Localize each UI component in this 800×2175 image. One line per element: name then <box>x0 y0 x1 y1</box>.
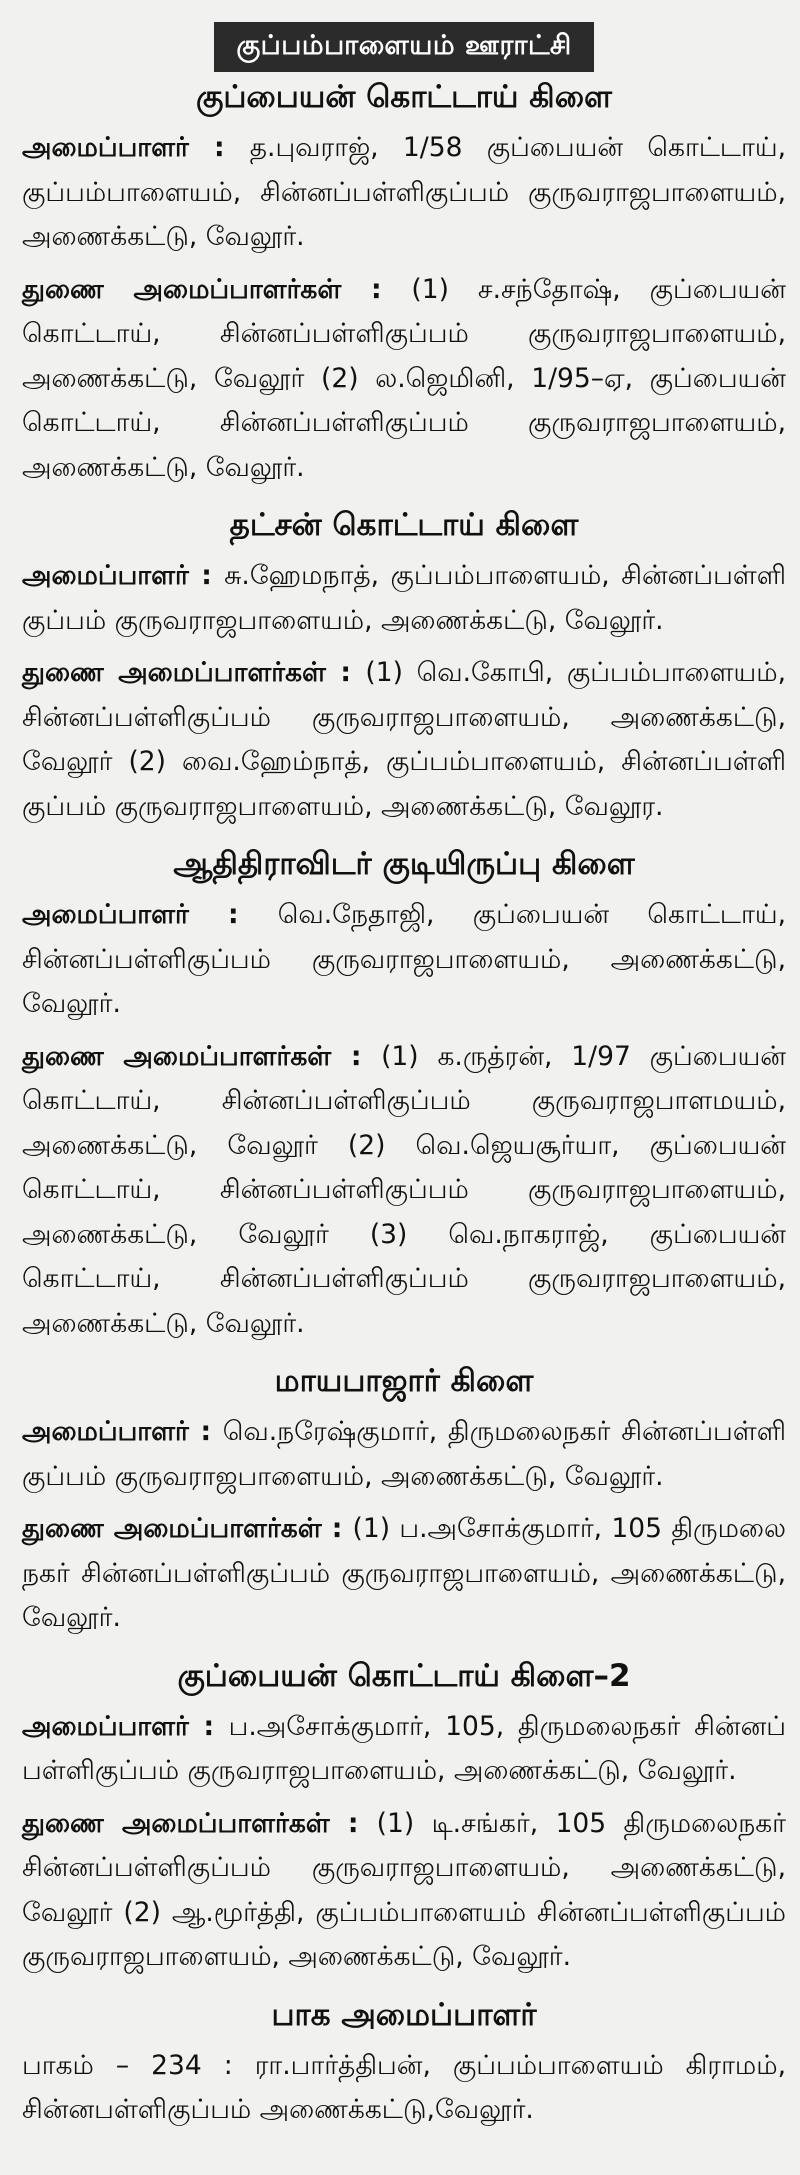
secretary-label: அமைப்பாளர் <box>22 1416 189 1447</box>
deputies-text: (1) வெ.கோபி, குப்பம்பாளையம், சின்னப்பள்ளிகுப்பம் குருவராஜபாளையம், அணைக்கட்டு, வேலூர் (2) வை.ஹேம்நாத், குப்பம்பாளையம், சின்னப்பள்ளி குப்பம் குருவராஜபாளையம், அணைக்கட்டு, வேலூர. <box>22 657 786 822</box>
deputies-label: துணை அமைப்பாளர்கள் <box>22 1513 322 1544</box>
branch-heading: ஆதிதிராவிடர் குடியிருப்பு கிளை <box>173 846 635 882</box>
branch-section <box>22 1360 786 1641</box>
booth-section <box>22 1994 786 2133</box>
secretary-text: த.புவராஜ், 1/58 குப்பையன் கொட்டாய், குப்பம்பாளையம், சின்னப்பள்ளிகுப்பம் குருவராஜபாளையம், அணைக்கட்டு, வேலூர். <box>22 132 786 252</box>
deputies-label: துணை அமைப்பாளர்கள் <box>22 657 326 688</box>
deputies-paragraph: துணை அமைப்பாளர்கள் : (1) ச.சந்தோஷ், குப்பையன் கொட்டாய், சின்னப்பள்ளிகுப்பம் குருவராஜபாளையம், அணைக்கட்டு, வேலூர் (2) ல.ஜெமினி, 1/95–ஏ, குப்பையன் கொட்டாய், சின்னப்பள்ளிகுப்பம் குருவராஜபாளையம், அணைக்கட்டு, வேலூர். <box>22 273 786 483</box>
branch-heading: குப்பையன் கொட்டாய் கிளை–2 <box>177 1657 631 1694</box>
secretary-text: சு.ஹேமநாத், குப்பம்பாளையம், சின்னப்பள்ளி குப்பம் குருவராஜபாளையம், அணைக்கட்டு, வேலூர். <box>22 560 786 636</box>
deputies-paragraph: துணை அமைப்பாளர்கள் : (1) க.ருத்ரன், 1/97 குப்பையன் கொட்டாய், சின்னப்பள்ளிகுப்பம் குருவராஜபாளமயம், அணைக்கட்டு, வேலூர் (2) வெ.ஜெயசூர்யா, குப்பையன் கொட்டாய், சின்னப்பள்ளிகுப்பம் குருவராஜபாளையம், அணைக்கட்டு, வேலூர் (3) வெ.நாகராஜ், குப்பையன் கொட்டாய், சின்னப்பள்ளிகுப்பம் குருவராஜபாளையம், அணைக்கட்டு, வேலூர். <box>22 1040 786 1339</box>
secretary-paragraph: அமைப்பாளர் : ப.அசோக்குமார், 105, திருமலைநகர் சின்னப் பள்ளிகுப்பம் குருவராஜபாளையம், அணைக்கட்டு, வேலூர். <box>22 1710 786 1786</box>
secretary-label: அமைப்பாளர் <box>22 132 189 163</box>
booth-paragraph: பாகம் – 234 : ரா.பார்த்திபன், குப்பம்பாளையம் கிராமம், சின்னபள்ளிகுப்பம் அணைக்கட்டு,வேலூர். <box>22 2049 786 2125</box>
secretary-paragraph: அமைப்பாளர் : சு.ஹேமநாத், குப்பம்பாளையம், சின்னப்பள்ளி குப்பம் குருவராஜபாளையம், அணைக்கட்டு, வேலூர். <box>22 560 786 636</box>
booth-label: பாகம் – 234 <box>22 2049 202 2081</box>
secretary-text: வெ.நரேஷ்குமார், திருமலைநகர் சின்னப்பள்ளி குப்பம் குருவராஜபாளையம், அணைக்கட்டு, வேலூர். <box>22 1416 786 1492</box>
deputies-text: (1) ச.சந்தோஷ், குப்பையன் கொட்டாய், சின்னப்பள்ளிகுப்பம் குருவராஜபாளையம், அணைக்கட்டு, வேலூர் (2) ல.ஜெமினி, 1/95–ஏ, குப்பையன் கொட்டாய், சின்னப்பள்ளிகுப்பம் குருவராஜபாளையம், அணைக்கட்டு, வேலூர். <box>22 273 786 483</box>
deputies-paragraph: துணை அமைப்பாளர்கள் : (1) டி.சங்கர், 105 திருமலைநகர் சின்னப்பள்ளிகுப்பம் குருவராஜபாளையம், அணைக்கட்டு, வேலூர் (2) ஆ.மூர்த்தி, குப்பம்பாளையம் சின்னப்பள்ளிகுப்பம் குருவராஜபாளையம், அணைக்கட்டு, வேலூர். <box>22 1807 786 1972</box>
deputies-text: (1) க.ருத்ரன், 1/97 குப்பையன் கொட்டாய், சின்னப்பள்ளிகுப்பம் குருவராஜபாளமயம், அணைக்கட்டு, வேலூர் (2) வெ.ஜெயசூர்யா, குப்பையன் கொட்டாய், சின்னப்பள்ளிகுப்பம் குருவராஜபாளையம், அணைக்கட்டு, வேலூர் (3) வெ.நாகராஜ், குப்பையன் கொட்டாய், சின்னப்பள்ளிகுப்பம் குருவராஜபாளையம், அணைக்கட்டு, வேலூர். <box>22 1040 786 1339</box>
booth-text: ரா.பார்த்திபன், குப்பம்பாளையம் கிராமம், சின்னபள்ளிகுப்பம் அணைக்கட்டு,வேலூர். <box>22 2049 786 2125</box>
booth-heading: பாக அமைப்பாளர் <box>271 1996 537 2033</box>
secretary-label: அமைப்பாளர் <box>22 899 189 930</box>
deputies-text: (1) ப.அசோக்குமார், 105 திருமலை நகர் சின்னப்பள்ளிகுப்பம் குருவராஜபாளையம், அணைக்கட்டு, வேலூர். <box>22 1513 786 1633</box>
deputies-label: துணை அமைப்பாளர்கள் <box>22 1040 332 1072</box>
deputies-label: துணை அமைப்பாளர்கள் <box>22 273 342 305</box>
secretary-text: வெ.நேதாஜி, குப்பையன் கொட்டாய், சின்னப்பள்ளிகுப்பம் குருவராஜபாளையம், அணைக்கட்டு, வேலூர். <box>22 899 786 1019</box>
secretary-text: ப.அசோக்குமார், 105, திருமலைநகர் சின்னப் பள்ளிகுப்பம் குருவராஜபாளையம், அணைக்கட்டு, வேலூர். <box>22 1710 786 1786</box>
branch-heading: மாயபாஜார் கிளை <box>274 1363 534 1399</box>
branch-heading: குப்பையன் கொட்டாய் கிளை <box>195 79 613 115</box>
branch-section <box>22 843 786 1346</box>
panchayat-banner: குப்பம்பாளையம் ஊராட்சி <box>214 22 593 72</box>
deputies-text: (1) டி.சங்கர், 105 திருமலைநகர் சின்னப்பள்ளிகுப்பம் குருவராஜபாளையம், அணைக்கட்டு, வேலூர் (2) ஆ.மூர்த்தி, குப்பம்பாளையம் சின்னப்பள்ளிகுப்பம் குருவராஜபாளையம், அணைக்கட்டு, வேலூர். <box>22 1807 786 1972</box>
branch-section <box>22 1655 786 1980</box>
secretary-label: அமைப்பாளர் <box>22 560 189 591</box>
branch-heading: தட்சன் கொட்டாய் கிளை <box>229 507 579 543</box>
branch-section <box>22 504 786 829</box>
secretary-label: அமைப்பாளர் <box>22 1710 189 1742</box>
secretary-paragraph: அமைப்பாளர் : வெ.நரேஷ்குமார், திருமலைநகர் சின்னப்பள்ளி குப்பம் குருவராஜபாளையம், அணைக்கட்டு, வேலூர். <box>22 1416 786 1492</box>
deputies-paragraph: துணை அமைப்பாளர்கள் : (1) ப.அசோக்குமார், 105 திருமலை நகர் சின்னப்பள்ளிகுப்பம் குருவராஜபாளையம், அணைக்கட்டு, வேலூர். <box>22 1513 786 1633</box>
deputies-label: துணை அமைப்பாளர்கள் <box>22 1807 330 1839</box>
secretary-paragraph: அமைப்பாளர் : வெ.நேதாஜி, குப்பையன் கொட்டாய், சின்னப்பள்ளிகுப்பம் குருவராஜபாளையம், அணைக்கட்டு, வேலூர். <box>22 899 786 1019</box>
deputies-paragraph: துணை அமைப்பாளர்கள் : (1) வெ.கோபி, குப்பம்பாளையம், சின்னப்பள்ளிகுப்பம் குருவராஜபாளையம், அணைக்கட்டு, வேலூர் (2) வை.ஹேம்நாத், குப்பம்பாளையம், சின்னப்பள்ளி குப்பம் குருவராஜபாளையம், அணைக்கட்டு, வேலூர. <box>22 657 786 822</box>
secretary-paragraph: அமைப்பாளர் : த.புவராஜ், 1/58 குப்பையன் கொட்டாய், குப்பம்பாளையம், சின்னப்பள்ளிகுப்பம் குருவராஜபாளையம், அணைக்கட்டு, வேலூர். <box>22 132 786 252</box>
banner-container <box>22 22 786 76</box>
branch-section <box>22 76 786 490</box>
